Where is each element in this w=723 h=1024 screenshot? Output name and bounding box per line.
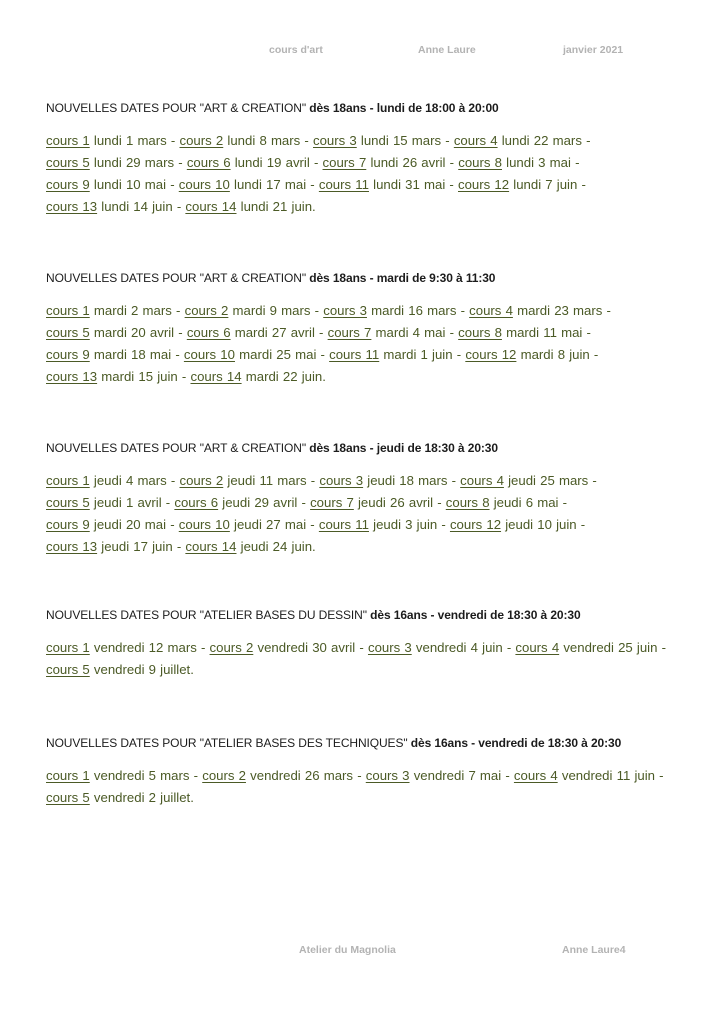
course-date: lundi 1 mars <box>93 133 167 148</box>
heading-program: NOUVELLES DATES POUR "ATELIER BASES DU DESSIN" <box>46 608 367 622</box>
separator: - <box>447 473 461 488</box>
separator: - <box>445 325 459 340</box>
course-link[interactable]: cours 1 <box>46 768 90 783</box>
course-link[interactable]: cours 12 <box>449 517 502 532</box>
course-entry <box>180 473 307 488</box>
separator: - <box>353 768 366 783</box>
course-date: jeudi 25 mars <box>508 473 589 488</box>
course-entry <box>46 495 162 510</box>
separator: - <box>437 517 450 532</box>
course-link[interactable]: cours 4 <box>513 768 558 783</box>
course-link[interactable]: cours 13 <box>46 539 98 554</box>
course-entry <box>202 768 353 783</box>
course-entry <box>329 347 452 362</box>
course-date: mardi 20 avril <box>93 325 175 340</box>
course-date: jeudi 24 juin. <box>240 539 316 554</box>
course-entry <box>328 325 446 340</box>
course-date: lundi 8 mars <box>227 133 301 148</box>
course-link[interactable]: cours 4 <box>469 303 513 318</box>
section-heading <box>46 101 682 115</box>
separator: - <box>452 347 466 362</box>
course-entry <box>515 640 657 655</box>
course-entry <box>179 177 306 192</box>
heading-schedule: dès 18ans - lundi de 18:00 à 20:00 <box>309 101 499 115</box>
course-entry <box>46 347 171 362</box>
heading-schedule: dès 16ans - vendredi de 18:30 à 20:30 <box>370 608 581 622</box>
course-entry <box>185 539 315 554</box>
course-entry <box>514 768 655 783</box>
course-date: lundi 19 avril <box>234 155 310 170</box>
course-link[interactable]: cours 11 <box>329 347 380 362</box>
course-link[interactable]: cours 3 <box>313 133 357 148</box>
separator: - <box>445 155 459 170</box>
course-link[interactable]: cours 11 <box>318 517 369 532</box>
heading-program: NOUVELLES DATES POUR "ART & CREATION" <box>46 441 306 455</box>
course-entry <box>323 155 446 170</box>
course-entry <box>366 768 501 783</box>
course-entry <box>185 199 315 214</box>
course-date: vendredi 12 mars <box>93 640 197 655</box>
course-link[interactable]: cours 10 <box>183 347 235 362</box>
course-entry <box>46 640 197 655</box>
course-link[interactable]: cours 2 <box>179 473 224 488</box>
separator: - <box>570 155 580 170</box>
course-link[interactable]: cours 2 <box>184 303 229 318</box>
separator: - <box>445 177 458 192</box>
course-link[interactable]: cours 1 <box>46 640 90 655</box>
course-entry <box>179 517 306 532</box>
course-date: lundi 31 mai <box>373 177 446 192</box>
course-link[interactable]: cours 8 <box>458 155 502 170</box>
separator: - <box>306 473 320 488</box>
course-link[interactable]: cours 8 <box>458 325 502 340</box>
separator: - <box>588 473 597 488</box>
heading-program: NOUVELLES DATES POUR "ATELIER BASES DES TECHNIQUES" <box>46 736 408 750</box>
header-author: Anne Laure <box>418 44 476 56</box>
separator: - <box>189 768 203 783</box>
course-entry <box>469 303 602 318</box>
course-date: mardi 11 mai <box>506 325 583 340</box>
course-link[interactable]: cours 9 <box>46 517 90 532</box>
course-entry <box>458 325 582 340</box>
course-link[interactable]: cours 3 <box>319 473 364 488</box>
course-link[interactable]: cours 10 <box>178 177 230 192</box>
course-date: vendredi 11 juin <box>561 768 655 783</box>
course-link[interactable]: cours 5 <box>46 662 90 677</box>
course-date: vendredi 26 mars <box>250 768 354 783</box>
course-date: jeudi 11 mars <box>227 473 307 488</box>
separator: - <box>501 768 514 783</box>
course-entry <box>180 133 301 148</box>
separator: - <box>582 325 591 340</box>
course-date: lundi 10 mai <box>93 177 167 192</box>
course-link[interactable]: cours 5 <box>46 495 90 510</box>
course-date: lundi 17 mai <box>234 177 307 192</box>
course-link[interactable]: cours 4 <box>453 133 498 148</box>
course-date: vendredi 4 juin <box>415 640 503 655</box>
course-entry <box>446 495 559 510</box>
course-link[interactable]: cours 1 <box>46 133 90 148</box>
course-link[interactable]: cours 3 <box>323 303 367 318</box>
course-entry <box>46 369 178 384</box>
course-entry <box>368 640 503 655</box>
course-entry <box>174 495 297 510</box>
course-date: mardi 23 mars <box>517 303 603 318</box>
separator: - <box>456 303 470 318</box>
course-date: mardi 22 juin. <box>245 369 326 384</box>
course-link[interactable]: cours 6 <box>186 325 231 340</box>
course-link[interactable]: cours 12 <box>465 347 517 362</box>
separator: - <box>172 539 186 554</box>
course-date: lundi 29 mars <box>93 155 175 170</box>
course-entry <box>185 303 311 318</box>
course-date: mardi 15 juin <box>101 369 178 384</box>
course-date: jeudi 26 avril <box>358 495 434 510</box>
course-link[interactable]: cours 1 <box>46 473 90 488</box>
course-entry <box>450 517 577 532</box>
course-date: vendredi 25 juin <box>563 640 658 655</box>
course-entry <box>458 177 577 192</box>
course-date: lundi 7 juin <box>513 177 578 192</box>
section-art-creation-jeudi <box>46 441 682 558</box>
heading-program: NOUVELLES DATES POUR "ART & CREATION" <box>46 101 306 115</box>
section-heading <box>46 271 682 285</box>
course-entry <box>191 369 326 384</box>
separator: - <box>589 347 599 362</box>
course-link[interactable]: cours 4 <box>460 473 504 488</box>
course-entry <box>46 303 172 318</box>
course-entry <box>46 790 194 805</box>
course-link[interactable]: cours 5 <box>46 790 90 805</box>
section-heading <box>46 608 682 622</box>
course-entry <box>465 347 589 362</box>
course-link[interactable]: cours 14 <box>185 199 237 214</box>
course-entry <box>454 133 582 148</box>
separator: - <box>309 155 323 170</box>
course-date: jeudi 3 juin <box>373 517 438 532</box>
course-date: jeudi 18 mars <box>367 473 448 488</box>
course-date: jeudi 10 juin <box>505 517 577 532</box>
section-atelier-bases-techniques <box>46 736 682 809</box>
course-entry <box>319 517 437 532</box>
course-dates-paragraph <box>46 470 682 558</box>
course-dates-paragraph <box>46 765 682 809</box>
course-date: lundi 22 mars <box>501 133 582 148</box>
separator: - <box>300 133 313 148</box>
header-subject: cours d'art <box>269 44 323 56</box>
separator: - <box>576 517 586 532</box>
separator: - <box>441 133 454 148</box>
separator: - <box>172 199 186 214</box>
section-art-creation-lundi <box>46 101 682 218</box>
section-art-creation-mardi <box>46 271 682 388</box>
separator: - <box>306 177 319 192</box>
course-date: mardi 9 mars <box>232 303 311 318</box>
course-link[interactable]: cours 6 <box>174 495 219 510</box>
course-entry <box>319 177 445 192</box>
course-entry <box>46 662 194 677</box>
separator: - <box>577 177 586 192</box>
course-entry <box>46 155 174 170</box>
course-entry <box>46 133 167 148</box>
course-date: vendredi 5 mars <box>93 768 190 783</box>
course-date: lundi 26 avril <box>370 155 446 170</box>
separator: - <box>174 155 187 170</box>
course-date: jeudi 6 mai <box>493 495 559 510</box>
separator: - <box>602 303 611 318</box>
course-entry <box>310 495 433 510</box>
separator: - <box>297 495 311 510</box>
course-link[interactable]: cours 9 <box>46 177 90 192</box>
course-link[interactable]: cours 5 <box>46 155 90 170</box>
footer-author-page: Anne Laure4 <box>562 944 626 956</box>
course-link[interactable]: cours 13 <box>46 369 98 384</box>
course-date: vendredi 7 mai <box>413 768 502 783</box>
separator: - <box>161 495 175 510</box>
course-dates-paragraph <box>46 300 682 388</box>
course-link[interactable]: cours 4 <box>515 640 560 655</box>
separator: - <box>166 133 180 148</box>
course-entry <box>46 517 166 532</box>
course-link[interactable]: cours 11 <box>318 177 369 192</box>
course-link[interactable]: cours 10 <box>178 517 230 532</box>
section-heading <box>46 736 682 750</box>
separator: - <box>166 177 179 192</box>
footer-organization: Atelier du Magnolia <box>299 944 396 956</box>
course-date: jeudi 20 mai <box>93 517 167 532</box>
course-link[interactable]: cours 2 <box>202 768 246 783</box>
course-link[interactable]: cours 1 <box>46 303 90 318</box>
course-date: jeudi 4 mars <box>93 473 167 488</box>
course-date: mardi 25 mai <box>239 347 317 362</box>
course-date: jeudi 27 mai <box>234 517 307 532</box>
heading-program: NOUVELLES DATES POUR "ART & CREATION" <box>46 271 306 285</box>
separator: - <box>355 640 368 655</box>
course-link[interactable]: cours 9 <box>46 347 90 362</box>
heading-schedule: dès 16ans - vendredi de 18:30 à 20:30 <box>410 736 622 750</box>
course-date: jeudi 17 juin <box>101 539 173 554</box>
course-link[interactable]: cours 14 <box>190 369 242 384</box>
course-date: vendredi 2 juillet. <box>93 790 194 805</box>
separator: - <box>654 768 664 783</box>
course-date: mardi 1 juin <box>383 347 453 362</box>
course-entry <box>187 155 310 170</box>
separator: - <box>310 303 324 318</box>
course-link[interactable]: cours 2 <box>179 133 224 148</box>
course-link[interactable]: cours 12 <box>458 177 510 192</box>
separator: - <box>166 517 179 532</box>
course-link[interactable]: cours 5 <box>46 325 90 340</box>
course-date: mardi 18 mai <box>93 347 172 362</box>
separator: - <box>558 495 568 510</box>
course-date: mardi 27 avril <box>234 325 315 340</box>
course-link[interactable]: cours 8 <box>445 495 490 510</box>
separator: - <box>581 133 591 148</box>
course-entry <box>187 325 315 340</box>
separator: - <box>171 303 185 318</box>
course-date: jeudi 29 avril <box>222 495 298 510</box>
course-entry <box>46 325 174 340</box>
separator: - <box>433 495 446 510</box>
separator: - <box>174 325 187 340</box>
course-dates-paragraph <box>46 130 682 218</box>
course-entry <box>210 640 356 655</box>
course-link[interactable]: cours 14 <box>185 539 237 554</box>
course-date: jeudi 1 avril <box>93 495 162 510</box>
section-atelier-bases-dessin <box>46 608 682 681</box>
course-entry <box>46 539 173 554</box>
course-link[interactable]: cours 7 <box>322 155 367 170</box>
course-link[interactable]: cours 3 <box>365 768 410 783</box>
course-link[interactable]: cours 7 <box>310 495 354 510</box>
course-entry <box>184 347 317 362</box>
course-date: lundi 21 juin. <box>240 199 316 214</box>
course-date: vendredi 9 juillet. <box>93 662 194 677</box>
section-heading <box>46 441 682 455</box>
course-link[interactable]: cours 7 <box>327 325 372 340</box>
course-link[interactable]: cours 13 <box>46 199 98 214</box>
separator: - <box>316 347 330 362</box>
separator: - <box>196 640 210 655</box>
separator: - <box>314 325 328 340</box>
course-date: lundi 15 mars <box>360 133 442 148</box>
course-entry <box>46 768 189 783</box>
course-date: mardi 8 juin <box>520 347 590 362</box>
separator: - <box>502 640 516 655</box>
separator: - <box>166 473 180 488</box>
separator: - <box>306 517 319 532</box>
course-entry <box>458 155 571 170</box>
separator: - <box>657 640 667 655</box>
course-date: mardi 2 mars <box>93 303 172 318</box>
course-entry <box>323 303 456 318</box>
separator: - <box>171 347 184 362</box>
course-entry <box>46 199 173 214</box>
course-date: lundi 3 mai <box>506 155 571 170</box>
heading-schedule: dès 18ans - jeudi de 18:30 à 20:30 <box>309 441 498 455</box>
course-date: vendredi 30 avril <box>257 640 356 655</box>
course-entry <box>319 473 447 488</box>
heading-schedule: dès 18ans - mardi de 9:30 à 11:30 <box>309 271 496 285</box>
course-date: lundi 14 juin <box>101 199 173 214</box>
separator: - <box>177 369 191 384</box>
course-entry <box>46 473 167 488</box>
course-entry <box>46 177 166 192</box>
course-link[interactable]: cours 3 <box>367 640 412 655</box>
course-date: mardi 4 mai <box>375 325 446 340</box>
course-dates-paragraph <box>46 637 682 681</box>
course-link[interactable]: cours 2 <box>209 640 254 655</box>
course-link[interactable]: cours 6 <box>186 155 231 170</box>
course-entry <box>460 473 588 488</box>
header-date: janvier 2021 <box>563 44 624 56</box>
course-entry <box>313 133 441 148</box>
course-date: mardi 16 mars <box>371 303 457 318</box>
